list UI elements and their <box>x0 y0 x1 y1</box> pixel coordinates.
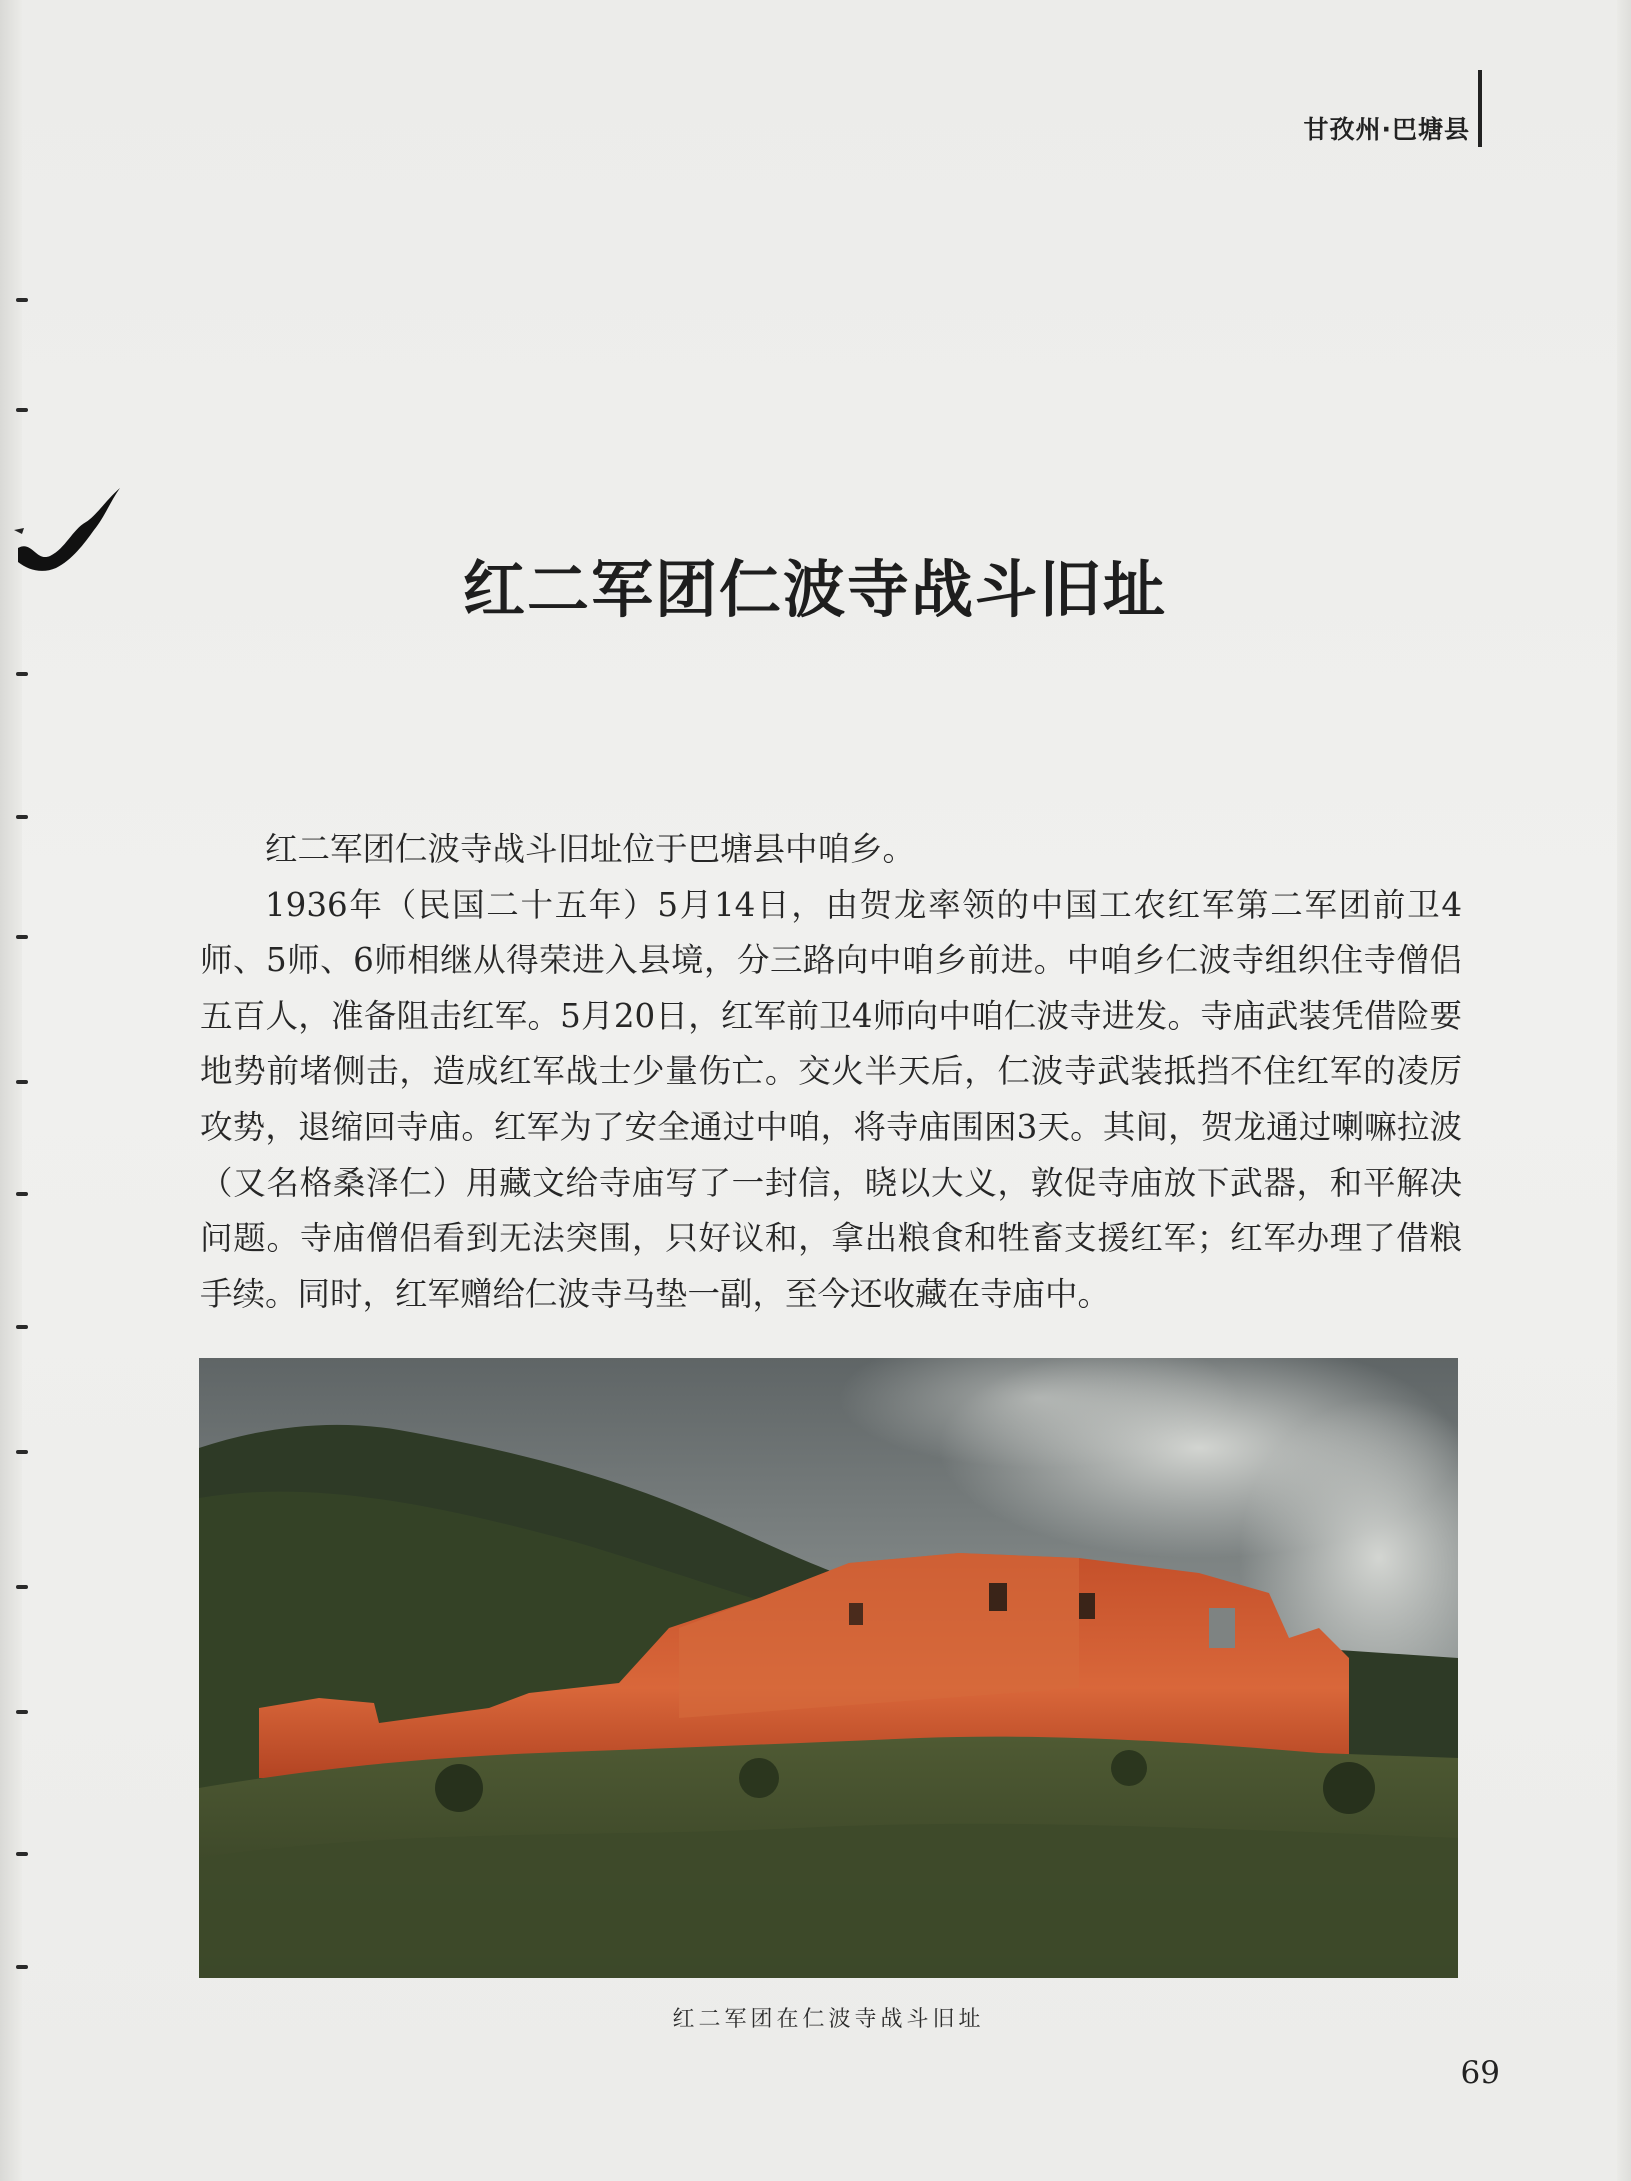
binding-mark <box>16 1192 28 1196</box>
binding-mark <box>16 1965 28 1969</box>
binding-mark <box>16 1450 28 1454</box>
running-head: 甘孜州·巴塘县 <box>1303 115 1470 144</box>
binding-mark <box>16 815 28 819</box>
running-head-rule <box>1478 70 1482 147</box>
article-title: 红二军团仁波寺战斗旧址 <box>462 553 1167 626</box>
paragraph: 1936年（民国二十五年）5月14日，由贺龙率领的中国工农红军第二军团前卫4师、5师、6师相继从得荣进入县境，分三路向中咱乡前进。中咱乡仁波寺组织住寺僧侣五百人，准备阻击红军。5月20日，红军前卫4师向中咱仁波寺进发。寺庙武装凭借险要地势前堵侧击，造成红军战士少量伤亡。交火半天后，仁波寺武装抵挡不住红军的凌厉攻势，退缩回寺庙。红军为了安全通过中咱，将寺庙围困3天。其间，贺龙通过喇嘛拉波（又名格桑泽仁）用藏文给寺庙写了一封信，晓以大义，敦促寺庙放下武器，和平解决问题。寺庙僧侣看到无法突围，只好议和，拿出粮食和牲畜支援红军；红军办理了借粮手续。同时，红军赠给仁波寺马垫一副，至今还收藏在寺庙中。 <box>200 885 1462 1313</box>
binding-mark <box>16 1710 28 1714</box>
binding-mark <box>16 1325 28 1329</box>
binding-mark <box>16 935 28 939</box>
photo-caption: 红二军团在仁波寺战斗旧址 <box>672 2007 985 2032</box>
photo-illustration <box>199 1358 1458 1978</box>
monastery-ruins-photo <box>199 1358 1458 1978</box>
article-body <box>200 822 1462 1322</box>
binding-mark <box>16 298 28 302</box>
page-edge <box>1617 0 1631 2181</box>
paragraph: 红二军团仁波寺战斗旧址位于巴塘县中咱乡。 <box>265 830 916 868</box>
binding-mark <box>16 1080 28 1084</box>
page-number: 69 <box>1460 2055 1500 2091</box>
ink-stain <box>14 470 134 580</box>
binding-mark <box>16 408 28 412</box>
binding-mark <box>16 1585 28 1589</box>
binding-mark <box>16 1852 28 1856</box>
binding-mark <box>16 672 28 676</box>
